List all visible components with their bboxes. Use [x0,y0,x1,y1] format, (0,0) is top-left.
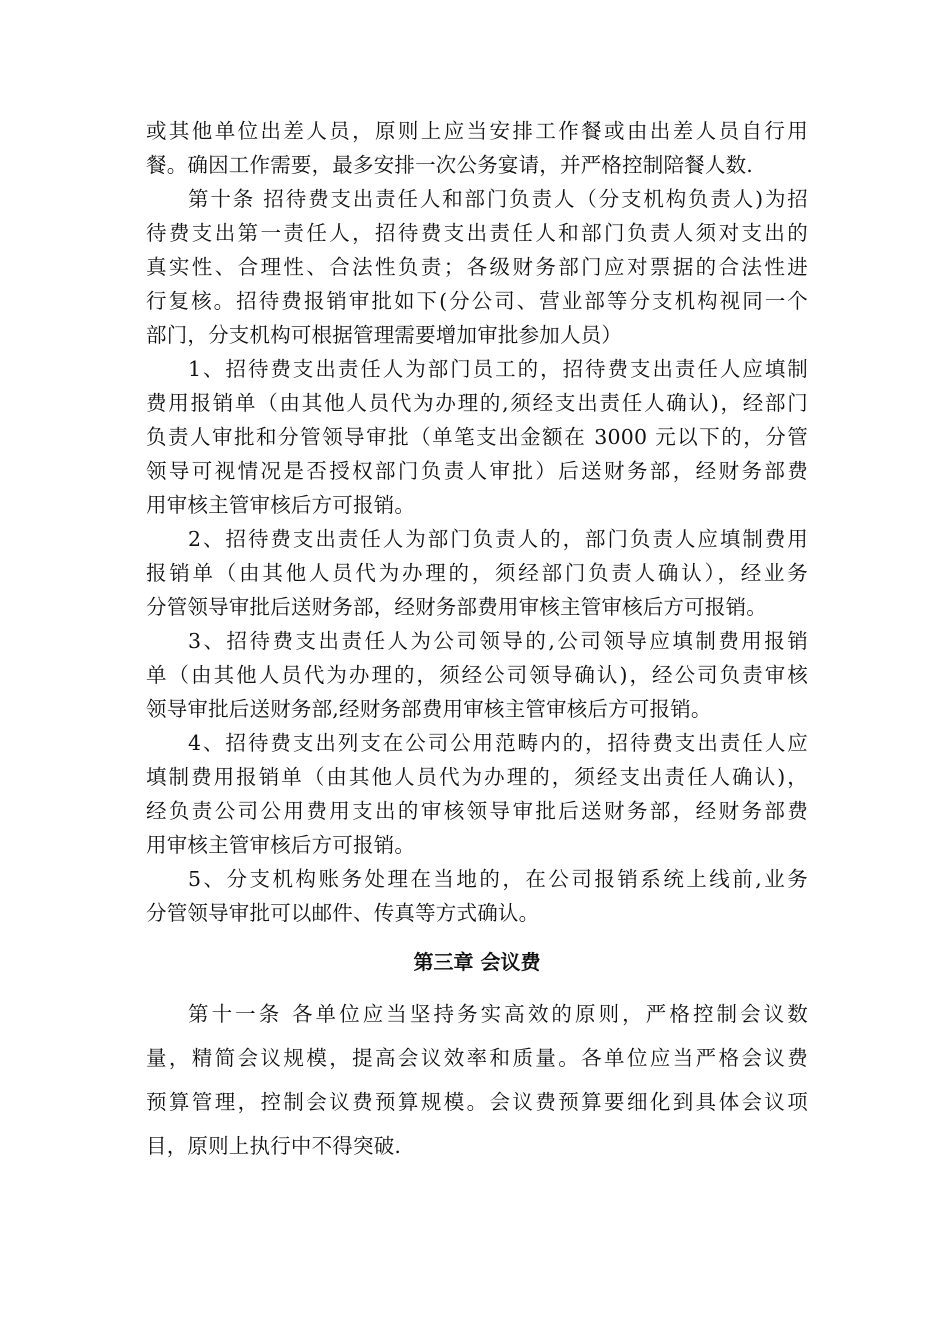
paragraph-item-1 [146,352,808,522]
text-line: 1、招待费支出责任人为部门员工的，招待费支出责任人应填制 [188,357,808,381]
text-line: 部门，分支机构可根据管理需要增加审批参加人员） [146,323,623,347]
text-line: 分管领导审批后送财务部，经财务部费用审核主管审核后方可报销。 [146,595,767,619]
text-line: 5、分支机构账务处理在当地的，在公司报销系统上线前,业务 [188,867,808,891]
text-line: 4、招待费支出列支在公司公用范畴内的，招待费支出责任人应 [188,731,808,755]
chapter-heading: 第三章 会议费 [413,950,541,974]
text-line: 领导审批后送财务部,经财务部费用审核主管审核后方可报销。 [146,697,712,721]
text-line: 经负责公司公用费用支出的审核领导审批后送财务部，经财务部费 [146,799,808,823]
text-line: 量，精简会议规模，提高会议效率和质量。各单位应当严格会议费 [146,1046,808,1070]
text-line: 预算管理，控制会议费预算规模。会议费预算要细化到具体会议项 [146,1090,808,1114]
text-line: 或其他单位出差人员，原则上应当安排工作餐或由出差人员自行用 [146,119,808,143]
text-line: 3、招待费支出责任人为公司领导的,公司领导应填制费用报销 [188,629,808,653]
text-line: 费用报销单（由其他人员代为办理的,须经支出责任人确认)，经部门 [146,391,808,415]
text-line: 单（由其他人员代为办理的，须经公司领导确认)，经公司负责审核 [146,663,808,687]
paragraph-item-3 [146,624,808,726]
text-line: 目，原则上执行中不得突破. [146,1134,402,1158]
text-line: 待费支出第一责任人，招待费支出责任人和部门负责人须对支出的 [146,221,808,245]
paragraph-item-2 [146,522,808,624]
document-page [146,114,808,1168]
text-line: 餐。确因工作需要，最多安排一次公务宴请，并严格控制陪餐人数. [146,153,754,177]
text-line: 用审核主管审核后方可报销。 [146,493,416,517]
text-line: 报销单（由其他人员代为办理的，须经部门负责人确认），经业务 [146,561,808,585]
text-line: 分管领导审批可以邮件、传真等方式确认。 [146,901,540,925]
text-line: 2、招待费支出责任人为部门负责人的，部门负责人应填制费用 [188,527,808,551]
text-line: 领导可视情况是否授权部门负责人审批）后送财务部，经财务部费 [146,459,808,483]
paragraph-article-11 [146,992,808,1168]
text-line: 行复核。招待费报销审批如下(分公司、营业部等分支机构视同一个 [146,289,808,313]
text-line: 填制费用报销单（由其他人员代为办理的，须经支出责任人确认)， [146,765,808,789]
text-line: 真实性、合理性、合法性负责；各级财务部门应对票据的合法性进 [146,255,808,279]
paragraph-item-4 [146,726,808,862]
paragraph-item-5 [146,862,808,930]
paragraph-continuation [146,114,808,182]
text-line: 第十一条 各单位应当坚持务实高效的原则，严格控制会议数 [188,1002,808,1026]
paragraph-article-10 [146,182,808,352]
text-line: 用审核主管审核后方可报销。 [146,833,416,857]
text-line: 第十条 招待费支出责任人和部门负责人（分支机构负责人)为招 [188,187,808,211]
text-line: 负责人审批和分管领导审批（单笔支出金额在 3000 元以下的，分管 [146,425,808,449]
